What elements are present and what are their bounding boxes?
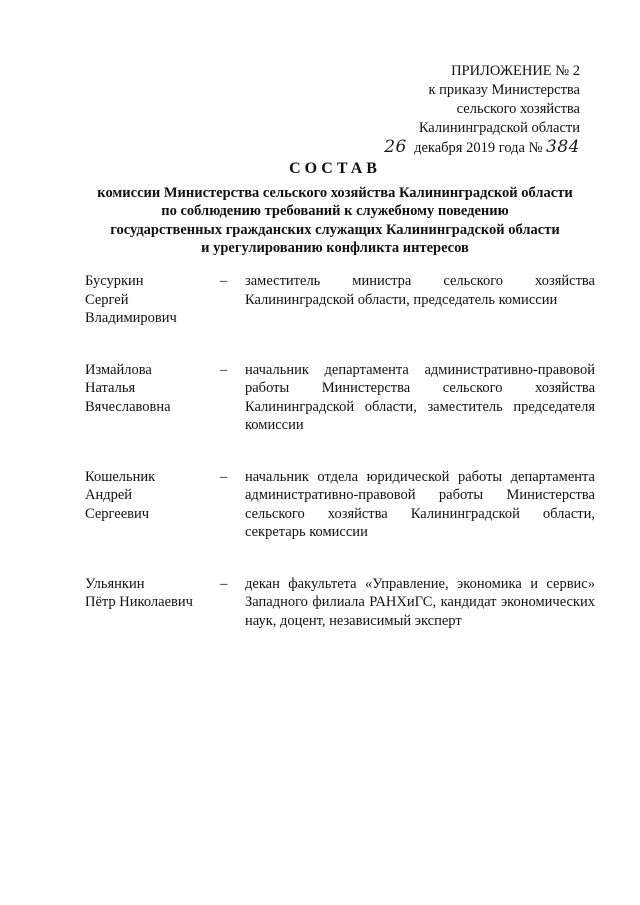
document-title: [60, 160, 610, 258]
handwritten-order-number: 384: [546, 137, 580, 157]
member-role: декан факультета «Управление, экономика и сервис» Западного филиала РАНХиГС, кандидат экономических наук, доцент, независимый эксперт: [245, 575, 595, 629]
member-role: начальник департамента административно-правовой работы Министерства сельского хозяйства Калининградской области, заместитель председателя комиссии: [245, 361, 595, 433]
appendix-order-ref: к приказу Министерства: [428, 82, 580, 98]
member-dash: –: [220, 575, 228, 592]
member-role: начальник отдела юридической работы департамента административно-правовой работы Министерства сельского хозяйства Калининградской области, секретарь комиссии: [245, 468, 595, 540]
member-name: [85, 468, 220, 542]
member-first-name: Сергей: [85, 291, 129, 308]
member-surname: Ульянкин: [85, 575, 145, 592]
appendix-title: ПРИЛОЖЕНИЕ № 2: [451, 63, 580, 79]
title-line-1: комиссии Министерства сельского хозяйства Калининградской области: [97, 184, 573, 201]
title-line-3: государственных гражданских служащих Калининградской области: [110, 221, 560, 238]
member-name: [85, 575, 220, 631]
member-row: [85, 361, 595, 435]
member-row: [85, 468, 595, 542]
member-first-name: Андрей: [85, 487, 133, 503]
appendix-header: [340, 62, 580, 158]
appendix-region: Калининградской области: [418, 120, 580, 136]
member-first-name: Наталья: [85, 380, 136, 396]
member-role: заместитель министра сельского хозяйства Калининградской области, председатель комиссии: [245, 273, 595, 308]
member-dash: –: [220, 273, 228, 289]
title-line-2: по соблюдению требований к служебному поведению: [161, 203, 509, 219]
title-main: СОСТАВ: [289, 160, 381, 177]
member-surname: Измайлова: [85, 361, 152, 378]
member-patronymic: Владимирович: [85, 310, 177, 326]
member-row: [85, 575, 595, 631]
member-name: [85, 272, 220, 328]
member-dash: –: [220, 468, 228, 485]
member-surname: Кошельник: [85, 468, 156, 485]
members-list: [85, 272, 595, 630]
member-row: [85, 272, 595, 328]
member-surname: Бусуркин: [85, 273, 144, 289]
member-patronymic: Вячеславовна: [85, 398, 171, 415]
member-dash: –: [220, 361, 228, 378]
appendix-ministry: сельского хозяйства: [456, 101, 580, 117]
member-patronymic: Сергеевич: [85, 505, 150, 522]
member-first-name: Пётр Николаевич: [85, 594, 193, 610]
appendix-date-text: декабря 2019 года №: [414, 140, 543, 156]
appendix-date-line: [340, 138, 580, 158]
title-line-4: и урегулированию конфликта интересов: [201, 240, 469, 256]
handwritten-day: 26: [384, 137, 407, 157]
member-name: [85, 361, 220, 435]
